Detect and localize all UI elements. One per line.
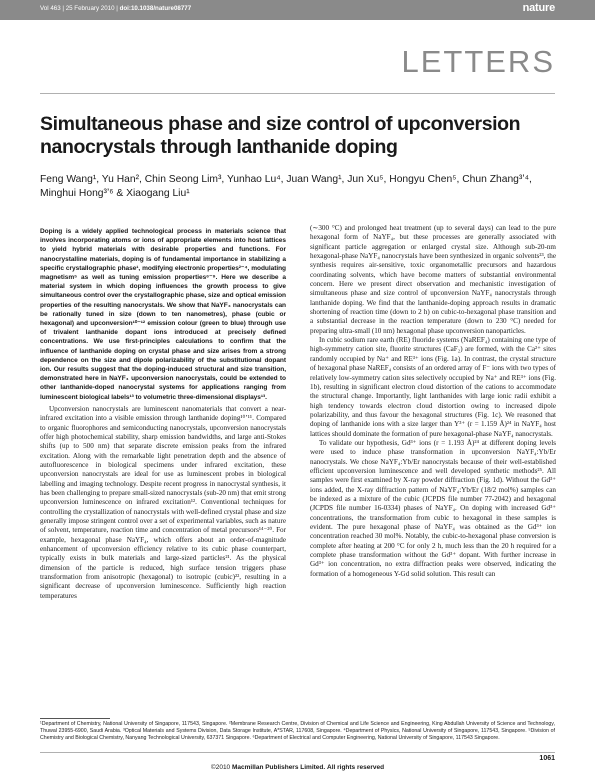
rights-statement: All rights reserved — [327, 764, 385, 771]
right-column — [310, 224, 556, 579]
doi-link[interactable]: doi:10.1038/nature08777 — [119, 5, 192, 12]
body-paragraph: In cubic sodium rare earth (RE) fluoride systems (NaREF₄) containing one type of high-symmetry cation site, fluorite structures (CaF₂) are formed, with the Ca²⁺ sites randomly occupied by Na⁺ and RE³⁺ ions (Fig. 1a). In contrast, the crystal structure of hexagonal phase NaREF₄ consists of an ordered array of F⁻ ions with two types of relatively low-symmetry cation sites selectively occupied by Na⁺ and RE³⁺ ions (Fig. 1b), resulting in significant electron cloud distortion of the cations to accommodate the structural change. Importantly, light lanthanides with large ionic radii exhibit a high tendency towards electron cloud distortion owing to increased dipole polarizability, and thus favour the hexagonal structures (Fig. 1c). We reasoned that doping of lanthanide ions with a size larger than Y³⁺ (r = 1.159 Å)²⁴ in NaYF₄ host lattices should dominate the formation of pure hexagonal-phase NaYF₄ nanocrystals. — [310, 336, 556, 438]
copyright-line — [0, 764, 595, 771]
left-column — [40, 227, 286, 601]
footer-divider — [40, 752, 555, 753]
issue-info: Vol 463 | 25 February 2010 | doi:10.1038/nature08777 — [40, 5, 192, 12]
body-paragraph: To validate our hypothesis, Gd³⁺ ions (r = 1.193 Å)²⁴ at different doping levels were used to induce phase transformation in upconversion NaYF₄:Yb/Er nanocrystals. We chose NaYF₄:Yb/Er nanocrystals because of their well-established efficient upconversion luminescence and well developed synthetic methods²⁵. All samples were first examined by X-ray powder diffraction (Fig. 1d). Without the Gd³⁺ ions added, the X-ray diffraction pattern of NaYF₄:Yb/Er (18/2 mol%) samples can be indexed as a mixture of the cubic (JCPDS file number 77-2042) and hexagonal (JCPDS file number 16-0334) phases of NaYF₄. On doping with increased Gd³⁺ concentrations, the transformation from cubic to hexagonal in these samples is evident. The pure hexagonal phase of NaYF₄ was obtained as the Gd³⁺ ion concentration reached 30 mol%. Notably, the cubic-to-hexagonal phase conversion is complete after heating at 200 °C for only 2 h, much less than the 20 h required for a complete phase transformation without the Gd³⁺ dopant. With further increase in Gd³⁺ ion concentration, no extra diffraction peaks were observed, indicating the formation of a homogeneous Y-Gd solid solution. This result can — [310, 438, 556, 578]
author-list: Feng Wang¹, Yu Han², Chin Seong Lim³, Yunhao Lu⁴, Juan Wang¹, Jun Xu⁵, Hongyu Chen⁵, Chun Zhang³ʼ⁴, Minghui Hong³ʼ⁶ & Xiaogang Liu¹ — [40, 174, 532, 199]
body-paragraph: Upconversion nanocrystals are luminescent nanomaterials that convert a near-infrared excitation into a visible emission through lanthanide doping¹⁰ʼ¹¹. Compared to organic fluorophores and semiconducting nanocrystals, upconversion nanocrystals offer high photochemical stability, sharp emission bandwidths, and large anti-Stokes shifts (up to 500 nm) that separate discrete emission peaks from the infrared excitation. Along with the remarkable light penetration depth and the absence of autofluorescence in biological specimens under infrared excitation, these upconversion nanocrystals are ideal for use as luminescent probes in biological labelling and imaging technology. Despite recent progress in nanocrystal synthesis, it has been challenging to prepare small-sized nanocrystals (sub-20 nm) that emit strong upconversion luminescence on infrared excitation¹². Conventional techniques for controlling the crystallization of nanocrystals with well-defined crystal phase and size generally impose stringent control over a set of experimental variables, such as nature of solvent, temperature, reaction time and concentration of metal precursors¹⁴⁻²⁰. For example, hexagonal phase NaYF₄, which offers about an order-of-magnitude enhancement of upconversion efficiency relative to its cubic phase counterpart, typically exists in bulk materials and large-sized particles²¹. As the physical dimension of the particle is reduced, high surface tension triggers phase transformation from anisotropic (hexagonal) to isotropic (cubic)²², resulting in a significant decrease of upconversion luminescence. Sufficiently high reaction temperatures — [40, 404, 286, 600]
page-number: 1061 — [539, 755, 555, 762]
publisher-name: Macmillan Publishers Limited. — [231, 764, 326, 771]
volume: Vol 463 — [40, 5, 61, 12]
left-body — [40, 405, 286, 601]
issue-date: 25 February 2010 — [65, 5, 115, 12]
header-divider — [40, 93, 555, 94]
journal-header-bar — [0, 0, 595, 20]
article-title: Simultaneous phase and size control of upconversion nanocrystals through lanthanide doping — [40, 113, 521, 158]
abstract: Doping is a widely applied technological process in materials science that involves incorporating atoms or ions of appropriate elements into host lattices to yield hybrid materials with desirable properties and functions. For nanocrystalline materials, doping is of fundamental importance in stabilizing a specific crystallographic phase¹, modifying electronic properties²⁻⁴, modulating magnetism⁵ as well as tuning emission properties⁶⁻⁹. Here we describe a material system in which doping influences the growth process to give simultaneous control over the crystallographic phase, size and optical emission properties of the resulting nanocrystals. We show that NaYF₄ nanocrystals can be rationally tuned in size (down to ten nanometres), phase (cubic or hexagonal) and upconversion¹⁰⁻¹² emission colour (green to blue) through use of trivalent lanthanide dopant ions introduced at precisely defined concentrations. We use first-principles calculations to confirm that the influence of lanthanide doping on crystal phase and size arises from a strong dependence on the size and dipole polarizability of the substitutional dopant ion. Our results suggest that the doping-induced structural and size transition, demonstrated here in NaYF₄ upconversion nanocrystals, could be extended to other lanthanide-doped nanocrystal systems for applications ranging from luminescent biological labels¹³ to volumetric three-dimensional displays¹³. — [40, 228, 286, 401]
footnote-divider — [40, 718, 110, 719]
affiliations-footnote: ¹Department of Chemistry, National University of Singapore, 117543, Singapore. ²Membrane Research Centre, Division of Chemical and Life Science and Engineering, King Abdullah University of Science and Technology, Thuwal 23955-6900, Saudi Arabia. ³Optical Materials and Systems Division, Data Storage Institute, A*STAR, 117608, Singapore. ⁴Department of Physics, National University of Singapore, 117543, Singapore. ⁵Division of Chemistry and Biological Chemistry, Nanyang Technological University, 637371 Singapore. ⁶Department of Electrical and Computer Engineering, National University of Singapore, 117543 Singapore. — [40, 721, 555, 742]
copyright-symbol: ©2010 — [210, 764, 231, 771]
body-paragraph: (∼300 °C) and prolonged heat treatment (up to several days) can lead to the pure hexagonal form of NaYF₄, but these processes are generally associated with significant particle aggregation or enlarged crystal size. Although sub-20-nm hexagonal-phase NaYF₄ nanocrystals have been synthesized in organic solvents²³, the synthesis requires air-sensitive, toxic organometallic precursors and hazardous coordinating solvents, which have become matters of substantial environmental concern. Here we present direct observation and mechanistic investigation of simultaneous phase and size control of upconversion NaYF₄ nanocrystals through lanthanide doping. We find that the lanthanide-doping approach results in dramatic shortening of reaction time (down to 2 h) on cubic-to-hexagonal phase transition and a substantial decrease in the reaction temperature (down to 230 °C) needed for preparing ultra-small (10 nm) hexagonal phase upconversion nanoparticles. — [310, 224, 556, 335]
journal-logo: nature — [522, 2, 555, 14]
section-heading: LETTERS — [401, 44, 555, 79]
